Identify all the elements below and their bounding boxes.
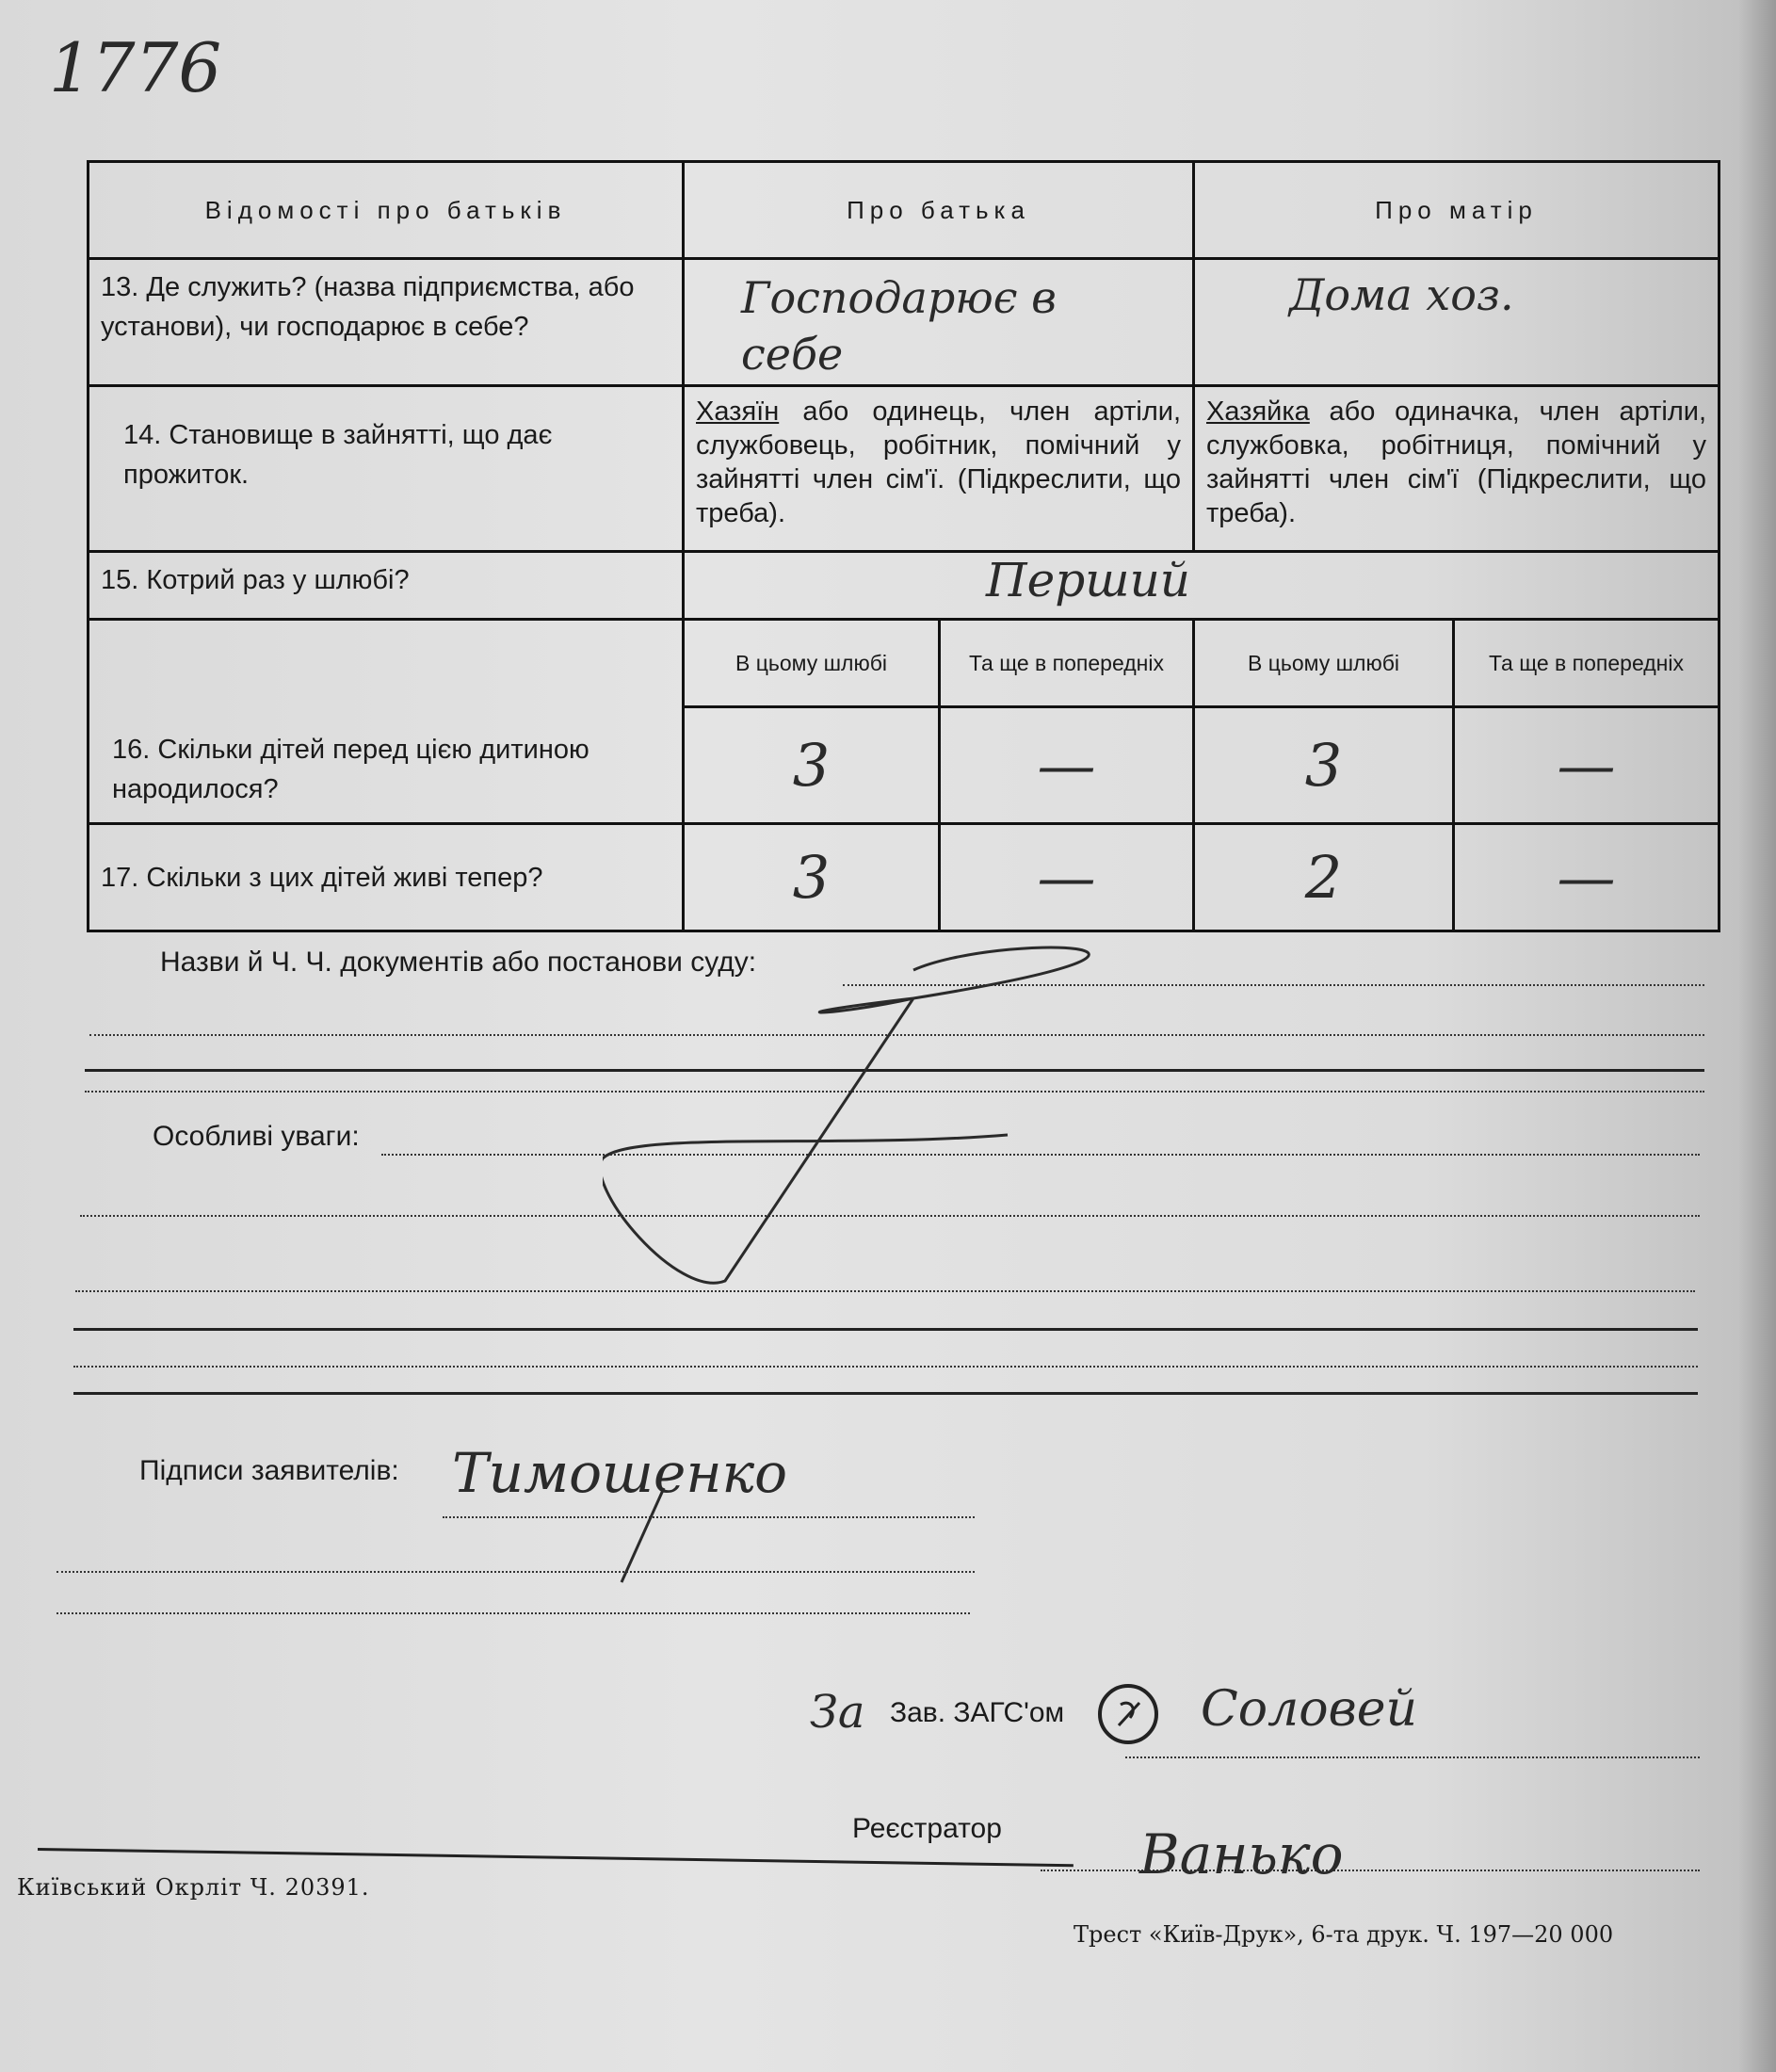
q13-label: 13. Де служить? (назва підприємства, або установи), чи господарює в себе? (89, 259, 684, 385)
registrar-label: Реєстратор (852, 1813, 1002, 1844)
q17-father-prev: — (940, 824, 1194, 931)
header-mother: Про матір (1194, 162, 1719, 259)
head-line (1125, 1756, 1700, 1758)
remarks-label: Особливі уваги: (153, 1121, 360, 1152)
signatures-line-2 (57, 1571, 975, 1573)
subheader-mother-this: В цьому шлюбі (1194, 620, 1454, 707)
signatures-label: Підписи заявителів: (139, 1455, 399, 1486)
q16-father-this: 3 (684, 707, 940, 824)
corner-note: 1776 (49, 28, 222, 107)
head-signature: Соловей (1201, 1681, 1418, 1738)
q16-mother-prev: — (1454, 707, 1719, 824)
footer-right: Трест «Київ-Друк», 6-та друк. Ч. 197—20 000 (1074, 1921, 1614, 1948)
q15-label: 15. Котрий раз у шлюбі? (89, 551, 684, 619)
bottom-rule (38, 1848, 1074, 1867)
q16-label: 16. Скільки дітей перед цією дитиною народилося? (89, 620, 684, 824)
applicant-signature: Тимошенко (452, 1441, 788, 1505)
q17-label: 17. Скільки з цих дітей живі тепер? (89, 824, 684, 931)
subheader-mother-prev: Та ще в попередніх (1454, 620, 1719, 707)
q13-mother-value: Дома хоз. (1289, 269, 1514, 321)
q15-value: Перший (986, 552, 1190, 607)
footer-left: Київський Окрліт Ч. 20391. (17, 1874, 370, 1901)
q14-mother-underlined: Хазяйка (1206, 396, 1310, 427)
q14-label: 14. Становище в зайнятті, що дає прожиток. (89, 385, 684, 551)
subheader-father-prev: Та ще в попередніх (940, 620, 1194, 707)
q13-father-value: Господарює в себе (741, 272, 1057, 380)
subheader-father-this: В цьому шлюбі (684, 620, 940, 707)
registrar-signature: Ванько (1139, 1822, 1344, 1886)
signatures-line-3 (57, 1612, 970, 1614)
signature-flourish (612, 1479, 687, 1592)
signatures-line-1 (443, 1516, 975, 1518)
q14-mother-options (1194, 385, 1719, 551)
q15-value-cell (684, 551, 1719, 619)
q17-father-this: 3 (684, 824, 940, 931)
remarks-rule (73, 1328, 1698, 1331)
blank-strike-mark (603, 942, 1262, 1300)
parents-info-table (87, 160, 1720, 932)
stamp-circle (1092, 1676, 1168, 1752)
q13-father-cell (684, 259, 1194, 385)
torn-edge (1738, 0, 1776, 2072)
q17-mother-prev: — (1454, 824, 1719, 931)
header-father: Про батька (684, 162, 1194, 259)
documents-label: Назви й Ч. Ч. документів або постанови суду: (160, 947, 757, 978)
q16-father-prev: — (940, 707, 1194, 824)
remarks-rule-2 (73, 1392, 1698, 1395)
q16-mother-this: 3 (1194, 707, 1454, 824)
header-info: Відомості про батьків (89, 162, 684, 259)
q14-mother-rest: або одиначка, член артіли, службовка, робітниця, помічний у зайнятті член сім'ї (Підкреслити, що треба). (1206, 396, 1706, 528)
remarks-line-4 (73, 1366, 1698, 1368)
head-label: Зав. ЗАГС'ом (890, 1697, 1065, 1728)
q14-father-options (684, 385, 1194, 551)
q14-father-underlined: Хазяїн (696, 396, 780, 427)
q13-mother-cell (1194, 259, 1719, 385)
q17-mother-this: 2 (1194, 824, 1454, 931)
q14-father-rest: або одинець, член артіли, службовець, робітник, помічний у зайнятті член сім'ї. (Підкреслити, що треба). (696, 396, 1181, 528)
head-prefix: За (810, 1686, 865, 1739)
